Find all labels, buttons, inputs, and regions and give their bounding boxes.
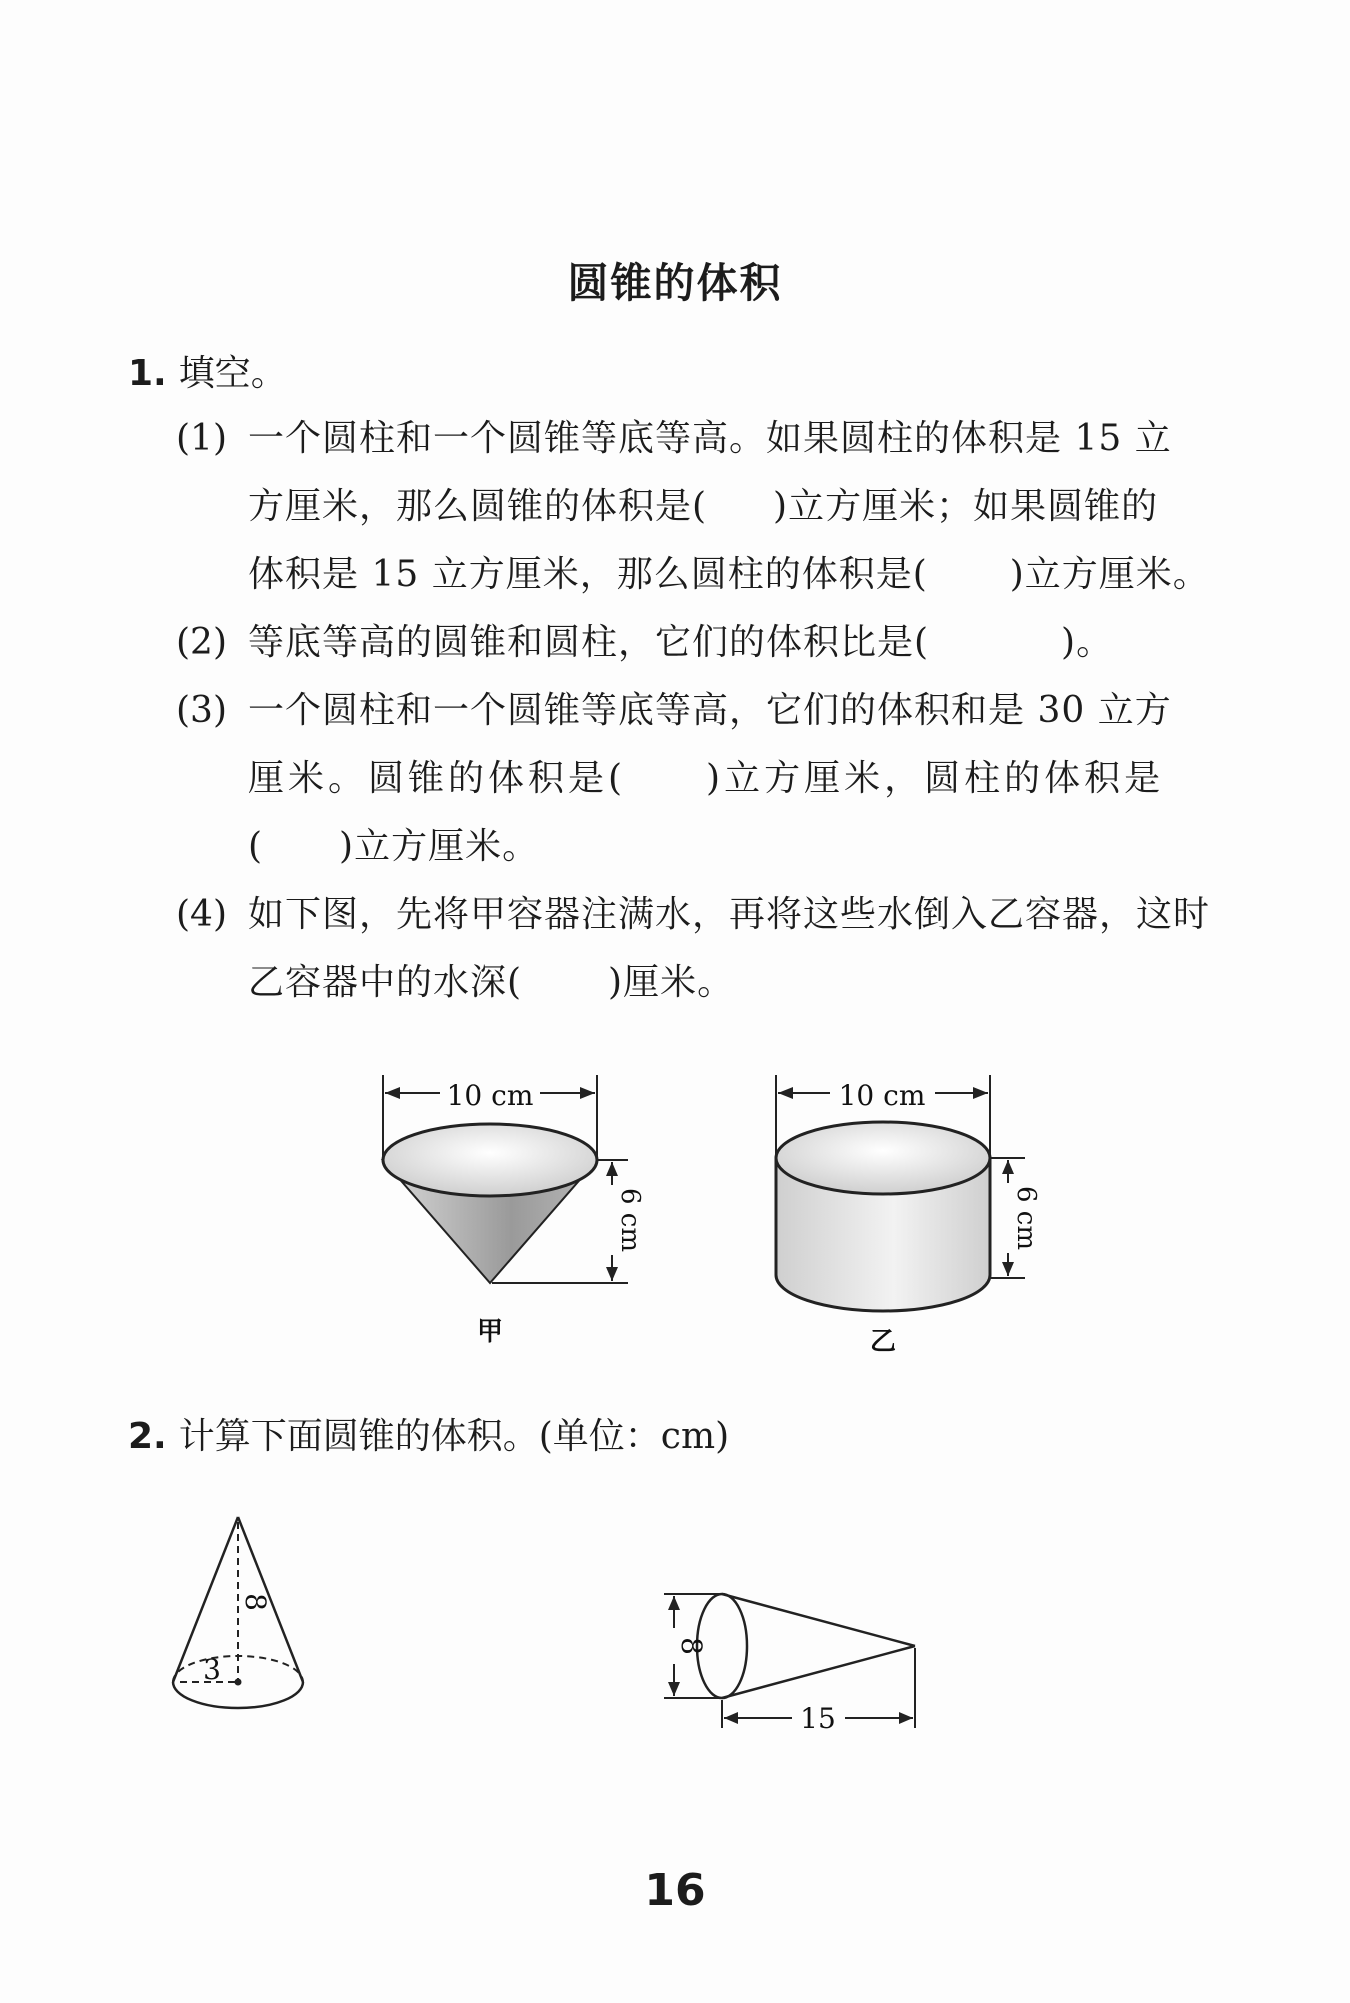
subquestion-4-label: (4): [176, 894, 227, 935]
subquestion-4-line-2-start: 乙容器中的水深(: [248, 962, 523, 1003]
subquestion-3-line-3-end: )立方厘米。: [339, 826, 540, 867]
subquestion-3-line-3: [248, 822, 539, 872]
page-number: 16: [644, 1865, 706, 1916]
cone-height-arrow-bottom: [606, 1267, 618, 1281]
subquestion-2-line-1-end: )。: [1061, 622, 1114, 663]
upright-cone-base-front: [173, 1682, 303, 1708]
subquestion-2-line-1: [248, 618, 1113, 668]
subquestion-1-line-3-start: 体积是 15 立方厘米，那么圆柱的体积是(: [248, 554, 928, 595]
cone-width-label: 10 cm: [446, 1079, 534, 1112]
page-title: 圆锥的体积: [567, 259, 783, 307]
question-1-heading: [128, 349, 287, 399]
subquestion-1-line-3: [248, 550, 1210, 600]
length-arrow-right: [899, 1712, 913, 1724]
subquestion-1-line-2-end: )立方厘米；如果圆锥的: [773, 486, 1159, 527]
subquestion-1-label: (1): [176, 418, 227, 459]
sideways-cone-bottom-edge: [722, 1646, 915, 1698]
cylinder-top: [776, 1122, 990, 1194]
q2-figures: [0, 1500, 1350, 1760]
cylinder-container-label: 乙: [869, 1327, 897, 1357]
cone-width-arrow-left: [385, 1087, 400, 1099]
cone-top: [383, 1124, 597, 1196]
cone-height-label: 6 cm: [615, 1187, 645, 1253]
subquestion-2-label: (2): [176, 622, 227, 663]
cone-width-arrow-right: [580, 1087, 595, 1099]
cone-container: [383, 1075, 645, 1347]
question-2-number: 2.: [128, 1416, 167, 1457]
sideways-cone-length-label: 15: [800, 1702, 836, 1735]
cyl-width-arrow-right: [973, 1087, 988, 1099]
cyl-height-label: 6 cm: [1011, 1185, 1041, 1251]
length-arrow-left: [724, 1712, 738, 1724]
subquestion-3-line-2: [248, 754, 1164, 804]
subquestion-4-line-1: 如下图，先将甲容器注满水，再将这些水倒入乙容器，这时: [248, 894, 1211, 935]
cyl-width-label: 10 cm: [838, 1079, 926, 1112]
subquestion-1-line-1: 一个圆柱和一个圆锥等底等高。如果圆柱的体积是 15 立: [248, 418, 1172, 459]
sideways-cone-diameter-label: 8: [675, 1637, 708, 1655]
cyl-width-arrow-left: [778, 1087, 793, 1099]
question-2-title: 计算下面圆锥的体积。(单位：cm): [178, 1416, 730, 1457]
subquestion-4-line-2: [248, 958, 734, 1008]
diameter-arrow-top: [668, 1596, 680, 1610]
subquestion-1-line-2-start: 方厘米，那么圆锥的体积是(: [248, 486, 708, 527]
subquestion-1-line-3-end: )立方厘米。: [1009, 554, 1210, 595]
upright-cone: [173, 1517, 303, 1708]
diameter-arrow-bottom: [668, 1682, 680, 1696]
subquestion-3-label: (3): [176, 690, 227, 731]
subquestion-1-line-2: [248, 482, 1158, 532]
cone-height-arrow-top: [606, 1162, 618, 1176]
sideways-cone: [664, 1594, 915, 1735]
subquestion-2-line-1-start: 等底等高的圆锥和圆柱，它们的体积比是(: [248, 622, 930, 663]
cylinder-container: [776, 1075, 1041, 1357]
upright-cone-radius-label: 3: [203, 1653, 221, 1686]
question-1-number: 1.: [128, 353, 167, 394]
subquestion-3-line-2-end: )立方厘米，圆柱的体积是: [706, 758, 1165, 799]
question-2-heading: [128, 1412, 729, 1462]
subquestion-3-line-2-start: 厘米。圆锥的体积是(: [248, 758, 627, 799]
upright-cone-center: [235, 1679, 242, 1686]
subquestion-3-line-1: 一个圆柱和一个圆锥等底等高，它们的体积和是 30 立方: [248, 690, 1172, 731]
containers-figure: [0, 1050, 1350, 1370]
subquestion-4-line-2-end: )厘米。: [608, 962, 735, 1003]
cone-container-label: 甲: [476, 1317, 504, 1347]
upright-cone-height-label: 8: [239, 1593, 272, 1611]
subquestion-3-line-3-start: (: [248, 826, 264, 867]
question-1-title: 填空。: [178, 353, 287, 394]
cyl-height-arrow-top: [1002, 1160, 1014, 1174]
cyl-height-arrow-bottom: [1002, 1262, 1014, 1276]
sideways-cone-top-edge: [722, 1594, 915, 1646]
